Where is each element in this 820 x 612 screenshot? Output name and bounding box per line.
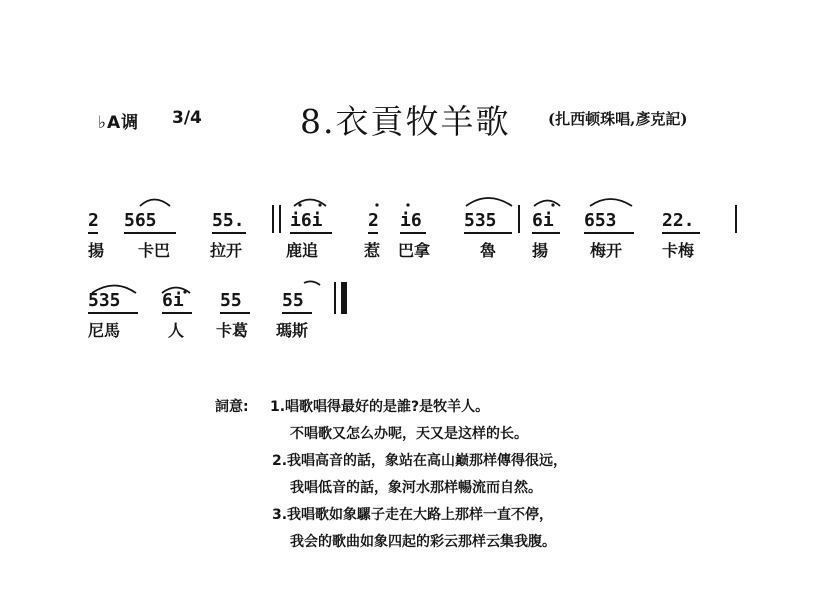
note-line: 不唱歌又怎么办呢，天又是这样的长。 — [290, 426, 528, 442]
note-line: 3.我唱歌如象騾子走在大路上那样一直不停， — [272, 507, 554, 523]
dot-mark — [318, 203, 321, 206]
lyric: 揚 — [88, 241, 105, 260]
notes-label: 詞意: — [215, 399, 249, 415]
dot-mark — [298, 203, 301, 206]
note-group: 55 — [220, 290, 242, 311]
lyric: 魯 — [480, 241, 497, 260]
note-group: 22. — [662, 210, 695, 231]
note-group: 535 — [88, 290, 121, 311]
slur — [590, 199, 632, 206]
lyric: 卡梅 — [662, 241, 695, 260]
note-group: 2 — [368, 210, 379, 231]
song-title: 8.衣貢牧羊歌 — [300, 102, 511, 141]
slur — [466, 198, 512, 206]
key-signature: ♭A调 — [98, 113, 140, 133]
note-group: 55. — [212, 210, 245, 231]
note-group: 535 — [464, 210, 497, 231]
note-group: i6 — [400, 210, 422, 231]
lyric: 瑪斯 — [276, 321, 309, 340]
lyric: 惹 — [364, 241, 381, 260]
lyric: 揚 — [532, 241, 549, 260]
lyric: 卡巴 — [138, 241, 171, 260]
note-group: 653 — [584, 210, 617, 231]
lyric: 人 — [168, 321, 185, 340]
final-bar-line-thick — [341, 282, 347, 314]
time-signature: 3/4 — [172, 108, 202, 128]
slur — [534, 201, 560, 207]
slur — [304, 281, 320, 285]
lyric: 拉开 — [210, 241, 243, 260]
lyric: 尼馬 — [88, 321, 121, 340]
note-group: 565 — [124, 210, 157, 231]
dot-mark — [406, 203, 409, 206]
note-line: 1.唱歌唱得最好的是誰?是牧羊人。 — [270, 399, 490, 415]
lyric: 巴拿 — [398, 241, 431, 260]
note-group: 2 — [88, 210, 99, 231]
dot-mark — [551, 203, 554, 206]
note-line: 2.我唱高音的話，象站在高山巅那样傳得很远， — [272, 453, 568, 469]
note-group: i6i — [290, 210, 323, 231]
final-bar-line — [334, 282, 336, 314]
slur — [140, 200, 170, 207]
lyric: 梅开 — [590, 241, 623, 260]
dot-mark — [375, 203, 378, 206]
song-credit: (扎西顿珠唱,彥克記) — [548, 110, 688, 128]
lyric: 卡葛 — [216, 321, 249, 340]
lyric: 鹿追 — [286, 241, 319, 260]
note-group: 6i — [162, 290, 184, 311]
note-line: 我会的歌曲如象四起的彩云那样云集我腹。 — [290, 534, 556, 550]
note-line: 我唱低音的話，象河水那样暢流而自然。 — [290, 480, 542, 496]
note-group: 6i — [532, 210, 554, 231]
note-group: 55 — [282, 290, 304, 311]
